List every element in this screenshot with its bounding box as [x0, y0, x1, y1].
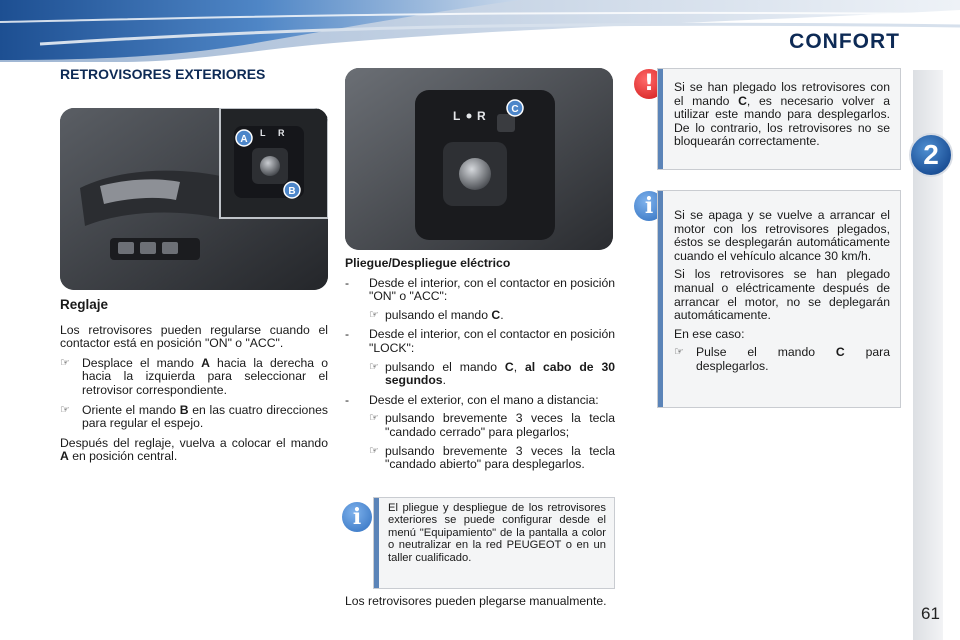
- switch-label-l: L: [260, 128, 266, 138]
- pointing-hand-icon: ☞: [369, 360, 379, 373]
- pliegue-sub-2: ☞ pulsando el mando C, al cabo de 30 segundos.: [369, 359, 616, 388]
- pliegue-sub-1: ☞ pulsando el mando C.: [369, 307, 504, 322]
- mid-switch-label-l: L: [453, 109, 461, 123]
- pointing-hand-icon: ☞: [674, 346, 684, 359]
- pliegue-sub-3b: ☞ pulsando brevemente 3 veces la tecla "candado abierto" para desplegarlos.: [369, 443, 615, 472]
- warning-box: [657, 68, 901, 170]
- chapter-title: CONFORT: [789, 30, 900, 53]
- label-a-marker: A: [240, 134, 248, 145]
- pliegue-note-text: El pliegue y despliegue de los retrovisores exteriores se puede configurar desde el menú "Equipamiento" de la pantalla a color o neutralizar en la red PEUGEOT o en un taller cualificado.: [388, 502, 606, 564]
- pointing-hand-icon: ☞: [369, 412, 379, 425]
- pliegue-item-1: - Desde el interior, con el contactor en posición "ON" o "ACC":: [345, 275, 615, 304]
- chapter-number-badge: 2: [909, 133, 953, 177]
- mirror-switch-photo: [345, 68, 613, 250]
- switch-label-r: R: [278, 128, 285, 138]
- manual-fold-text: Los retrovisores pueden plegarse manualmente.: [345, 594, 607, 608]
- door-panel-photo: [60, 108, 328, 290]
- info-paragraph-3: En ese caso:: [674, 326, 745, 341]
- info-bullet: ☞ Pulse el mando C para desplegarlos.: [674, 345, 890, 373]
- page-header: [0, 0, 960, 62]
- info-icon: i: [342, 502, 372, 532]
- pliegue-sub-3a: ☞ pulsando brevemente 3 veces la tecla "candado cerrado" para plegarlos;: [369, 411, 615, 439]
- exclamation-icon: !: [634, 69, 664, 99]
- auto-unfold-info-box: [657, 190, 901, 408]
- pliegue-item-2: - Desde el interior, con el contactor en posición "LOCK":: [345, 327, 615, 355]
- mid-switch-label-r: R: [477, 109, 486, 123]
- info-paragraph-1: Si se apaga y se vuelve a arrancar el motor con los retrovisores plegados, éstos se desplegarán automáticamente cuando el vehículo alcance 30 km/h.: [674, 208, 890, 263]
- pliegue-note-box: [373, 497, 615, 589]
- section-title: RETROVISORES EXTERIORES: [60, 66, 266, 82]
- pointing-hand-icon: ☞: [60, 356, 70, 369]
- info-icon: i: [634, 191, 664, 221]
- pliegue-section: [345, 257, 615, 472]
- pointing-hand-icon: ☞: [369, 444, 379, 457]
- reglaje-bullet-1: ☞ Desplace el mando A hacia la derecha o hacia la izquierda para seleccionar el retrovisor correspondiente.: [60, 355, 328, 397]
- pointing-hand-icon: ☞: [60, 403, 70, 416]
- reglaje-outro: Después del reglaje, vuelva a colocar el mando A en posición central.: [60, 435, 328, 464]
- reglaje-title: Reglaje: [60, 297, 109, 312]
- pointing-hand-icon: ☞: [369, 308, 379, 321]
- warning-text: Si se han plegado los retrovisores con el mando C, es necesario volver a utilizar este mando para desplegarlos. De lo contrario, los retrovisores no se bloquearán correctamente.: [674, 80, 891, 149]
- reglaje-bullet-2: ☞ Oriente el mando B en las cuatro direcciones para regular el espejo.: [60, 402, 328, 431]
- reglaje-intro: Los retrovisores pueden regularse cuando el contactor está en posición "ON" o "ACC".: [60, 322, 328, 351]
- label-b-marker: B: [288, 186, 296, 197]
- page-number: 61: [921, 604, 940, 623]
- reglaje-section: [60, 298, 328, 470]
- info-paragraph-2: Si los retrovisores se han plegado manual o eléctricamente después de arrancar el motor, no se deplegarán automáticamente.: [674, 267, 890, 323]
- pliegue-item-3: - Desde el exterior, con el mano a distancia:: [345, 392, 599, 407]
- label-c-marker: C: [511, 104, 519, 115]
- pliegue-title: Pliegue/Despliegue eléctrico: [345, 256, 511, 270]
- auto-unfold-text: [674, 209, 890, 380]
